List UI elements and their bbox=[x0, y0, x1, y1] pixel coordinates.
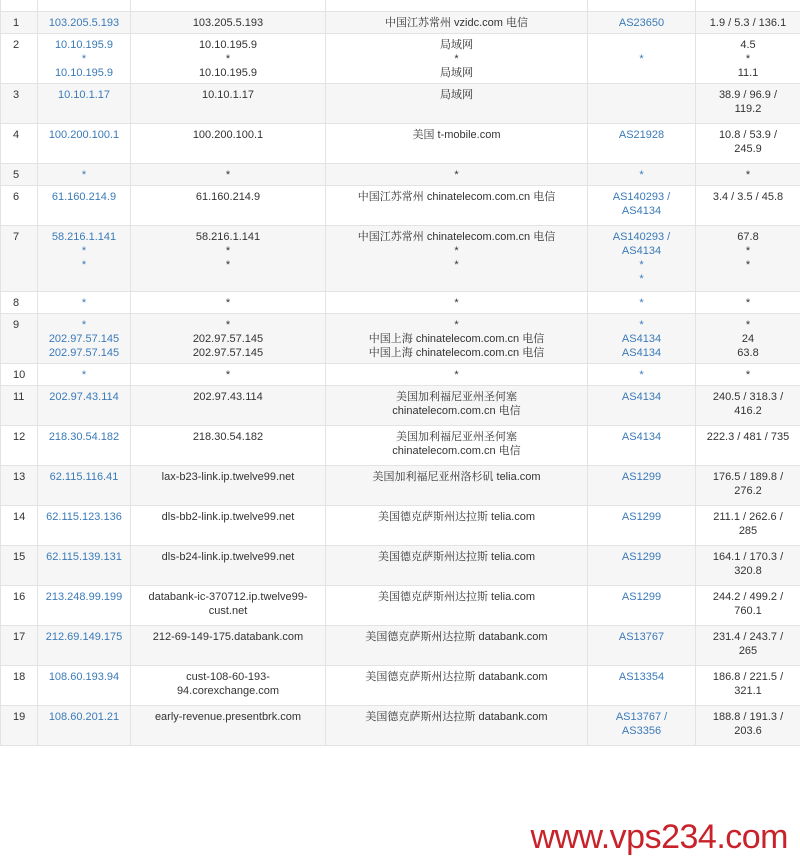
ip-address[interactable]: 10.10.195.9 bbox=[54, 39, 114, 51]
latency: 222.3 / 481 / 735 bbox=[706, 431, 790, 443]
ip-address-cell bbox=[38, 84, 131, 124]
table-row bbox=[1, 84, 800, 124]
location-cell bbox=[326, 466, 588, 506]
ip-address[interactable]: 10.10.1.17 bbox=[58, 89, 110, 101]
latency: 203.6 bbox=[734, 725, 762, 737]
table-row bbox=[1, 586, 800, 626]
location: 中国上海 chinatelecom.com.cn 电信 bbox=[368, 347, 545, 359]
hop-number: 11 bbox=[1, 386, 38, 426]
ip-address[interactable]: 202.97.57.145 bbox=[48, 333, 120, 345]
as-number-cell bbox=[588, 124, 696, 164]
location-cell bbox=[326, 386, 588, 426]
hop-number: 4 bbox=[1, 124, 38, 164]
ip-address-cell bbox=[38, 626, 131, 666]
table-row bbox=[1, 466, 800, 506]
hop-number: 7 bbox=[1, 226, 38, 292]
location: * bbox=[454, 369, 459, 381]
latency: 164.1 / 170.3 / bbox=[712, 551, 784, 563]
latency: 245.9 bbox=[734, 143, 762, 155]
hop-number: 6 bbox=[1, 186, 38, 226]
hostname: dls-b24-link.ip.twelve99.net bbox=[161, 551, 295, 563]
location: 美国德克萨斯州达拉斯 databank.com bbox=[365, 631, 548, 643]
latency-cell bbox=[696, 586, 800, 626]
ip-address: * bbox=[81, 245, 87, 257]
hop-number: 8 bbox=[1, 292, 38, 314]
location: 中国江苏常州 vzidc.com 电信 bbox=[384, 17, 528, 29]
hop-number: 5 bbox=[1, 164, 38, 186]
hostname: 10.10.195.9 bbox=[198, 39, 258, 51]
latency: 240.5 / 318.3 / bbox=[712, 391, 784, 403]
latency: * bbox=[745, 369, 751, 381]
as-number: * bbox=[639, 259, 644, 271]
latency-cell bbox=[696, 426, 800, 466]
hostname-cell bbox=[131, 426, 326, 466]
as-number[interactable]: AS21928 bbox=[618, 129, 665, 141]
hostname: * bbox=[225, 53, 231, 65]
latency: 320.8 bbox=[734, 565, 762, 577]
location-cell bbox=[326, 364, 588, 386]
latency: 265 bbox=[738, 645, 758, 657]
latency: 285 bbox=[738, 525, 758, 537]
as-number[interactable]: AS4134 bbox=[621, 333, 662, 345]
as-number[interactable]: AS140293 / bbox=[612, 191, 671, 203]
ip-address[interactable]: 218.30.54.182 bbox=[48, 431, 120, 443]
location: 美国德克萨斯州达拉斯 telia.com bbox=[377, 591, 536, 603]
as-number bbox=[591, 66, 692, 80]
location: 美国德克萨斯州达拉斯 databank.com bbox=[365, 671, 548, 683]
latency-cell bbox=[696, 546, 800, 586]
latency: 67.8 bbox=[737, 231, 759, 243]
as-number[interactable]: AS4134 bbox=[621, 391, 662, 403]
ip-address-cell bbox=[38, 426, 131, 466]
latency: 276.2 bbox=[734, 485, 762, 497]
as-number bbox=[591, 88, 692, 102]
ip-address[interactable]: 62.115.123.136 bbox=[46, 511, 122, 523]
as-number[interactable]: AS4134 bbox=[621, 205, 662, 217]
location: 局域网 bbox=[440, 89, 473, 101]
hostname: lax-b23-link.ip.twelve99.net bbox=[161, 471, 295, 483]
location: 局域网 bbox=[440, 67, 473, 79]
location-cell bbox=[326, 626, 588, 666]
location: 美国德克萨斯州达拉斯 telia.com bbox=[377, 511, 536, 523]
as-number[interactable]: AS1299 bbox=[621, 511, 662, 523]
as-number[interactable]: AS3356 bbox=[621, 725, 662, 737]
ip-address[interactable]: 58.216.1.141 bbox=[51, 231, 117, 243]
hostname: 94.corexchange.com bbox=[176, 685, 280, 697]
latency: * bbox=[745, 297, 751, 309]
table-row bbox=[1, 292, 800, 314]
location: 美国德克萨斯州达拉斯 databank.com bbox=[365, 711, 548, 723]
latency: 11.1 bbox=[737, 67, 759, 79]
ip-address[interactable]: 212.69.149.175 bbox=[45, 631, 123, 643]
ip-address[interactable]: 103.205.5.193 bbox=[48, 17, 120, 29]
as-number-cell bbox=[588, 586, 696, 626]
latency: 3.4 / 3.5 / 45.8 bbox=[712, 191, 784, 203]
watermark: www.vps234.com bbox=[530, 818, 788, 856]
location: 美国加利福尼亚州圣何塞 bbox=[396, 391, 517, 403]
latency: 38.9 / 96.9 / bbox=[718, 89, 778, 101]
as-number: * bbox=[639, 53, 644, 65]
as-number-cell bbox=[588, 506, 696, 546]
ip-address: * bbox=[81, 319, 87, 331]
table-row bbox=[1, 666, 800, 706]
location: * bbox=[454, 53, 459, 65]
ip-address[interactable]: 213.248.99.199 bbox=[45, 591, 123, 603]
hostname-cell bbox=[131, 292, 326, 314]
hostname: cust.net bbox=[208, 605, 248, 617]
as-number[interactable]: AS13354 bbox=[618, 671, 665, 683]
latency-cell bbox=[696, 626, 800, 666]
location: 局域网 bbox=[440, 39, 473, 51]
hostname-cell bbox=[131, 84, 326, 124]
latency: 186.8 / 221.5 / bbox=[712, 671, 784, 683]
as-number: * bbox=[639, 319, 644, 331]
as-number-cell bbox=[588, 164, 696, 186]
latency-cell bbox=[696, 386, 800, 426]
ip-address-cell bbox=[38, 706, 131, 746]
hostname-cell bbox=[131, 586, 326, 626]
hostname-cell bbox=[131, 12, 326, 34]
as-number-cell bbox=[588, 426, 696, 466]
location: * bbox=[454, 319, 459, 331]
location-cell bbox=[326, 426, 588, 466]
location-cell bbox=[326, 34, 588, 84]
as-number[interactable]: AS13767 / bbox=[615, 711, 668, 723]
as-number: * bbox=[639, 273, 644, 285]
hostname: databank-ic-370712.ip.twelve99- bbox=[148, 591, 308, 603]
latency: 231.4 / 243.7 / bbox=[712, 631, 784, 643]
ip-address[interactable]: 108.60.193.94 bbox=[48, 671, 120, 683]
location-cell bbox=[326, 186, 588, 226]
as-number[interactable]: AS13767 bbox=[618, 631, 665, 643]
as-number[interactable]: AS1299 bbox=[621, 551, 662, 563]
hop-number: 19 bbox=[1, 706, 38, 746]
ip-address[interactable]: 100.200.100.1 bbox=[48, 129, 120, 141]
table-row bbox=[1, 164, 800, 186]
latency: 416.2 bbox=[734, 405, 762, 417]
hostname-cell bbox=[131, 34, 326, 84]
hop-number: 9 bbox=[1, 314, 38, 364]
ip-address-cell bbox=[38, 34, 131, 84]
as-number-cell bbox=[588, 292, 696, 314]
ip-address[interactable]: 108.60.201.21 bbox=[48, 711, 120, 723]
location-cell bbox=[326, 586, 588, 626]
latency-cell bbox=[696, 12, 800, 34]
hostname-cell bbox=[131, 386, 326, 426]
as-number[interactable]: AS4134 bbox=[621, 347, 662, 359]
latency: 1.9 / 5.3 / 136.1 bbox=[709, 17, 787, 29]
ip-address-cell bbox=[38, 386, 131, 426]
location-cell bbox=[326, 314, 588, 364]
latency: 244.2 / 499.2 / bbox=[712, 591, 784, 603]
hostname: dls-bb2-link.ip.twelve99.net bbox=[161, 511, 295, 523]
hop-number: 12 bbox=[1, 426, 38, 466]
location-cell bbox=[326, 506, 588, 546]
latency-cell bbox=[696, 666, 800, 706]
hostname: 103.205.5.193 bbox=[192, 17, 264, 29]
hostname-cell bbox=[131, 626, 326, 666]
latency: 10.8 / 53.9 / bbox=[718, 129, 778, 141]
hostname-cell bbox=[131, 0, 326, 12]
as-number: * bbox=[639, 369, 644, 381]
latency: * bbox=[745, 169, 751, 181]
latency: * bbox=[745, 245, 751, 257]
hostname: 10.10.1.17 bbox=[202, 89, 254, 101]
as-number-cell bbox=[588, 546, 696, 586]
hostname-cell bbox=[131, 226, 326, 292]
location: 中国上海 chinatelecom.com.cn 电信 bbox=[368, 333, 545, 345]
as-number-cell bbox=[588, 466, 696, 506]
location-cell bbox=[326, 706, 588, 746]
hostname: 58.216.1.141 bbox=[195, 231, 261, 243]
ip-address-cell bbox=[38, 164, 131, 186]
table-row bbox=[1, 364, 800, 386]
location: chinatelecom.com.cn 电信 bbox=[392, 405, 521, 417]
hostname-cell bbox=[131, 706, 326, 746]
location-cell bbox=[326, 666, 588, 706]
latency-cell bbox=[696, 226, 800, 292]
as-number[interactable]: AS23650 bbox=[618, 17, 665, 29]
location: 中国江苏常州 chinatelecom.com.cn 电信 bbox=[357, 191, 556, 203]
table-row bbox=[1, 0, 800, 12]
ip-address-cell bbox=[38, 506, 131, 546]
latency-cell bbox=[696, 292, 800, 314]
ip-address[interactable]: 62.115.139.131 bbox=[46, 551, 122, 563]
hostname: * bbox=[225, 169, 231, 181]
ip-address: * bbox=[81, 369, 87, 381]
location-cell bbox=[326, 0, 588, 12]
latency-cell bbox=[696, 364, 800, 386]
hop-number bbox=[1, 0, 38, 12]
as-number-cell bbox=[588, 12, 696, 34]
location: * bbox=[454, 259, 459, 271]
location: * bbox=[454, 297, 459, 309]
latency-cell bbox=[696, 34, 800, 84]
ip-address-cell bbox=[38, 12, 131, 34]
hop-number: 15 bbox=[1, 546, 38, 586]
ip-address-cell bbox=[38, 0, 131, 12]
hop-number: 18 bbox=[1, 666, 38, 706]
location-cell bbox=[326, 546, 588, 586]
hostname-cell bbox=[131, 314, 326, 364]
table-row bbox=[1, 426, 800, 466]
table-row bbox=[1, 506, 800, 546]
hop-number: 3 bbox=[1, 84, 38, 124]
hostname: 100.200.100.1 bbox=[192, 129, 264, 141]
hostname-cell bbox=[131, 124, 326, 164]
hostname: * bbox=[225, 319, 231, 331]
as-number-cell bbox=[588, 386, 696, 426]
hostname-cell bbox=[131, 186, 326, 226]
latency: 176.5 / 189.8 / bbox=[712, 471, 784, 483]
location-cell bbox=[326, 12, 588, 34]
table-row bbox=[1, 124, 800, 164]
hostname: 202.97.57.145 bbox=[192, 347, 264, 359]
hop-number: 1 bbox=[1, 12, 38, 34]
hop-number: 17 bbox=[1, 626, 38, 666]
location: * bbox=[454, 245, 459, 257]
as-number: * bbox=[639, 297, 644, 309]
latency-cell bbox=[696, 466, 800, 506]
ip-address: * bbox=[81, 259, 87, 271]
hop-number: 14 bbox=[1, 506, 38, 546]
ip-address-cell bbox=[38, 314, 131, 364]
location: chinatelecom.com.cn 电信 bbox=[392, 445, 521, 457]
as-number-cell bbox=[588, 666, 696, 706]
location: 美国加利福尼亚州圣何塞 bbox=[396, 431, 517, 443]
latency: 760.1 bbox=[734, 605, 762, 617]
as-number[interactable]: AS4134 bbox=[621, 245, 662, 257]
location-cell bbox=[326, 84, 588, 124]
location-cell bbox=[326, 124, 588, 164]
latency: 24 bbox=[741, 333, 755, 345]
as-number-cell bbox=[588, 34, 696, 84]
table-row bbox=[1, 706, 800, 746]
latency-cell bbox=[696, 84, 800, 124]
hostname: 202.97.43.114 bbox=[193, 391, 263, 403]
table-row bbox=[1, 34, 800, 84]
ip-address-cell bbox=[38, 466, 131, 506]
hostname: * bbox=[225, 369, 231, 381]
latency-cell bbox=[696, 0, 800, 12]
as-number[interactable]: AS1299 bbox=[621, 471, 662, 483]
ip-address-cell bbox=[38, 226, 131, 292]
latency-cell bbox=[696, 164, 800, 186]
ip-address-cell bbox=[38, 124, 131, 164]
hostname: * bbox=[225, 259, 231, 271]
hostname-cell bbox=[131, 164, 326, 186]
hostname: * bbox=[225, 297, 231, 309]
as-number-cell bbox=[588, 706, 696, 746]
location: 中国江苏常州 chinatelecom.com.cn 电信 bbox=[357, 231, 556, 243]
location-cell bbox=[326, 292, 588, 314]
ip-address-cell bbox=[38, 666, 131, 706]
hostname-cell bbox=[131, 546, 326, 586]
hostname-cell bbox=[131, 364, 326, 386]
latency: * bbox=[745, 319, 751, 331]
ip-address[interactable]: 202.97.57.145 bbox=[48, 347, 120, 359]
latency: * bbox=[745, 53, 751, 65]
as-number[interactable]: AS140293 / bbox=[612, 231, 671, 243]
as-number bbox=[591, 38, 692, 52]
table-row bbox=[1, 314, 800, 364]
ip-address[interactable]: 10.10.195.9 bbox=[54, 67, 114, 79]
ip-address[interactable]: 61.160.214.9 bbox=[51, 191, 117, 203]
ip-address[interactable]: 62.115.116.41 bbox=[49, 471, 119, 483]
hop-number: 16 bbox=[1, 586, 38, 626]
as-number[interactable]: AS4134 bbox=[621, 431, 662, 443]
table-row bbox=[1, 12, 800, 34]
as-number: * bbox=[639, 169, 644, 181]
table-row bbox=[1, 226, 800, 292]
table-row bbox=[1, 186, 800, 226]
location: 美国德克萨斯州达拉斯 telia.com bbox=[377, 551, 536, 563]
as-number-cell bbox=[588, 626, 696, 666]
hostname: 61.160.214.9 bbox=[195, 191, 261, 203]
hop-number: 2 bbox=[1, 34, 38, 84]
latency-cell bbox=[696, 186, 800, 226]
as-number-cell bbox=[588, 226, 696, 292]
location: 美国加利福尼亚州洛杉矶 telia.com bbox=[372, 471, 541, 483]
as-number-cell bbox=[588, 364, 696, 386]
latency: 4.5 bbox=[740, 39, 756, 51]
as-number-cell bbox=[588, 0, 696, 12]
as-number[interactable]: AS1299 bbox=[621, 591, 662, 603]
hostname: 10.10.195.9 bbox=[198, 67, 258, 79]
hop-number: 13 bbox=[1, 466, 38, 506]
ip-address[interactable]: 202.97.43.114 bbox=[49, 391, 119, 403]
latency: * bbox=[745, 259, 751, 271]
latency: 211.1 / 262.6 / bbox=[713, 511, 783, 523]
latency-cell bbox=[696, 706, 800, 746]
latency-cell bbox=[696, 124, 800, 164]
hostname: 202.97.57.145 bbox=[192, 333, 264, 345]
ip-address: * bbox=[81, 297, 87, 309]
hop-number: 10 bbox=[1, 364, 38, 386]
location: * bbox=[454, 169, 459, 181]
table-row bbox=[1, 626, 800, 666]
latency-cell bbox=[696, 506, 800, 546]
latency: 188.8 / 191.3 / bbox=[712, 711, 784, 723]
hostname: 212-69-149-175.databank.com bbox=[152, 631, 304, 643]
hostname: * bbox=[225, 245, 231, 257]
as-number-cell bbox=[588, 84, 696, 124]
location: 美国 t-mobile.com bbox=[412, 129, 501, 141]
hostname: 218.30.54.182 bbox=[192, 431, 264, 443]
latency: 119.2 bbox=[734, 103, 762, 115]
ip-address: * bbox=[81, 53, 87, 65]
ip-address-cell bbox=[38, 292, 131, 314]
location-cell bbox=[326, 164, 588, 186]
ip-address-cell bbox=[38, 586, 131, 626]
latency-cell bbox=[696, 314, 800, 364]
latency: 63.8 bbox=[737, 347, 759, 359]
ip-address-cell bbox=[38, 186, 131, 226]
table-row bbox=[1, 386, 800, 426]
location-cell bbox=[326, 226, 588, 292]
latency: 321.1 bbox=[734, 685, 762, 697]
hostname-cell bbox=[131, 466, 326, 506]
table-row bbox=[1, 546, 800, 586]
ip-address: * bbox=[81, 169, 87, 181]
ip-address-cell bbox=[38, 364, 131, 386]
hostname: early-revenue.presentbrk.com bbox=[154, 711, 302, 723]
as-number-cell bbox=[588, 314, 696, 364]
hostname: cust-108-60-193- bbox=[186, 671, 270, 683]
hostname-cell bbox=[131, 666, 326, 706]
hostname-cell bbox=[131, 506, 326, 546]
ip-address-cell bbox=[38, 546, 131, 586]
as-number-cell bbox=[588, 186, 696, 226]
